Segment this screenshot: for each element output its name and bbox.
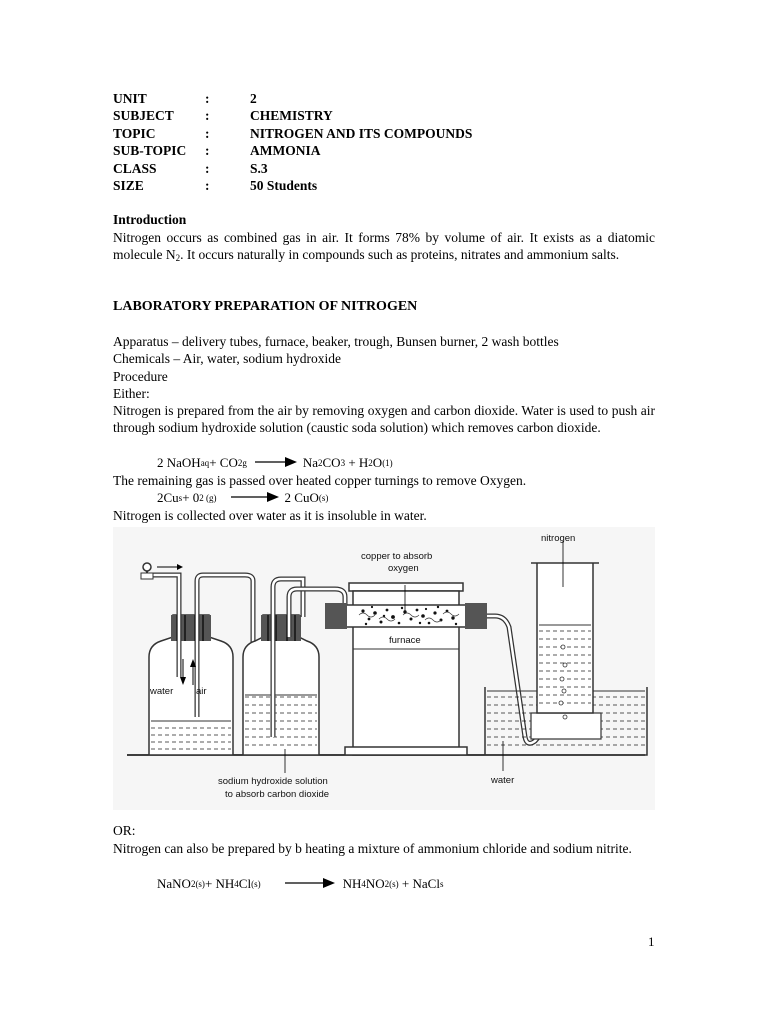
air-label: air <box>196 686 207 697</box>
copper-label-line2: oxygen <box>388 563 419 574</box>
either-label: Either: <box>113 386 150 401</box>
naoh-label-line2: to absorb carbon dioxide <box>225 789 330 800</box>
apparatus-line: Apparatus – delivery tubes, furnace, beaker, trough, Bunsen burner, 2 wash bottles <box>113 334 559 349</box>
trough-water-label: water <box>491 775 515 786</box>
nitrogen-label: nitrogen <box>541 533 576 544</box>
header-row: UNIT : 2 <box>113 91 257 106</box>
copper-paragraph: The remaining gas is passed over heated copper turnings to remove Oxygen. <box>113 473 527 488</box>
procedure-paragraph: Nitrogen is prepared from the air by removing oxygen and carbon dioxide. Water is used to push air through sodium hydroxide solution (caustic soda solution) which removes carbon dioxide. <box>113 403 655 436</box>
or-label: OR: <box>113 823 136 838</box>
naoh-label-line1: sodium hydroxide solution <box>218 776 328 787</box>
header-row: SUBJECT : CHEMISTRY <box>113 108 333 124</box>
reaction-arrow-icon <box>229 490 279 506</box>
water-bottle-label: water <box>150 686 174 697</box>
lesson-header <box>113 90 533 194</box>
header-row: TOPIC : NITROGEN AND ITS COMPOUNDS <box>113 125 473 141</box>
alternative-paragraph: Nitrogen can also be prepared by b heating a mixture of ammonium chloride and sodium nitrite. <box>113 841 632 856</box>
header-row: SUB-TOPIC : AMMONIA <box>113 143 321 159</box>
collection-paragraph: Nitrogen is collected over water as it is insoluble in water. <box>113 508 427 523</box>
equation-copper-oxygen: 2Cu s + 0 2 (g) 2 CuO (s) <box>157 490 329 505</box>
copper-label-line1: copper to absorb <box>361 551 433 562</box>
equation-naoh-co2: 2 NaOH aq + CO 2g Na 2 CO 3 + H 2 O (1) <box>157 455 393 470</box>
page-number: 1 <box>648 934 655 949</box>
intro-paragraph: Nitrogen occurs as combined gas in air. It forms 78% by volume of air. It exists as a diatomic molecule $N_2$. It occurs naturally in compounds such as proteins, nitrates and ammonium salts. <box>113 230 655 264</box>
furnace-label: furnace <box>389 635 421 646</box>
header-row: SIZE : 50 Students <box>113 177 318 193</box>
header-row: CLASS : S.3 <box>113 160 268 176</box>
reaction-arrow-icon <box>283 876 335 892</box>
reaction-arrow-icon <box>253 455 297 471</box>
chemicals-line: Chemicals – Air, water, sodium hydroxide <box>113 351 342 366</box>
section-heading: LABORATORY PREPARATION OF NITROGEN <box>113 299 418 314</box>
intro-heading: Introduction <box>113 212 187 227</box>
procedure-label: Procedure <box>113 369 168 384</box>
apparatus-illustration <box>113 527 655 810</box>
equation-nano2-nh4cl: NaNO 2(s) + NH 4 Cl (s) NH 4 NO 2(s) + NaCl s <box>157 876 444 891</box>
apparatus-diagram <box>113 527 655 810</box>
